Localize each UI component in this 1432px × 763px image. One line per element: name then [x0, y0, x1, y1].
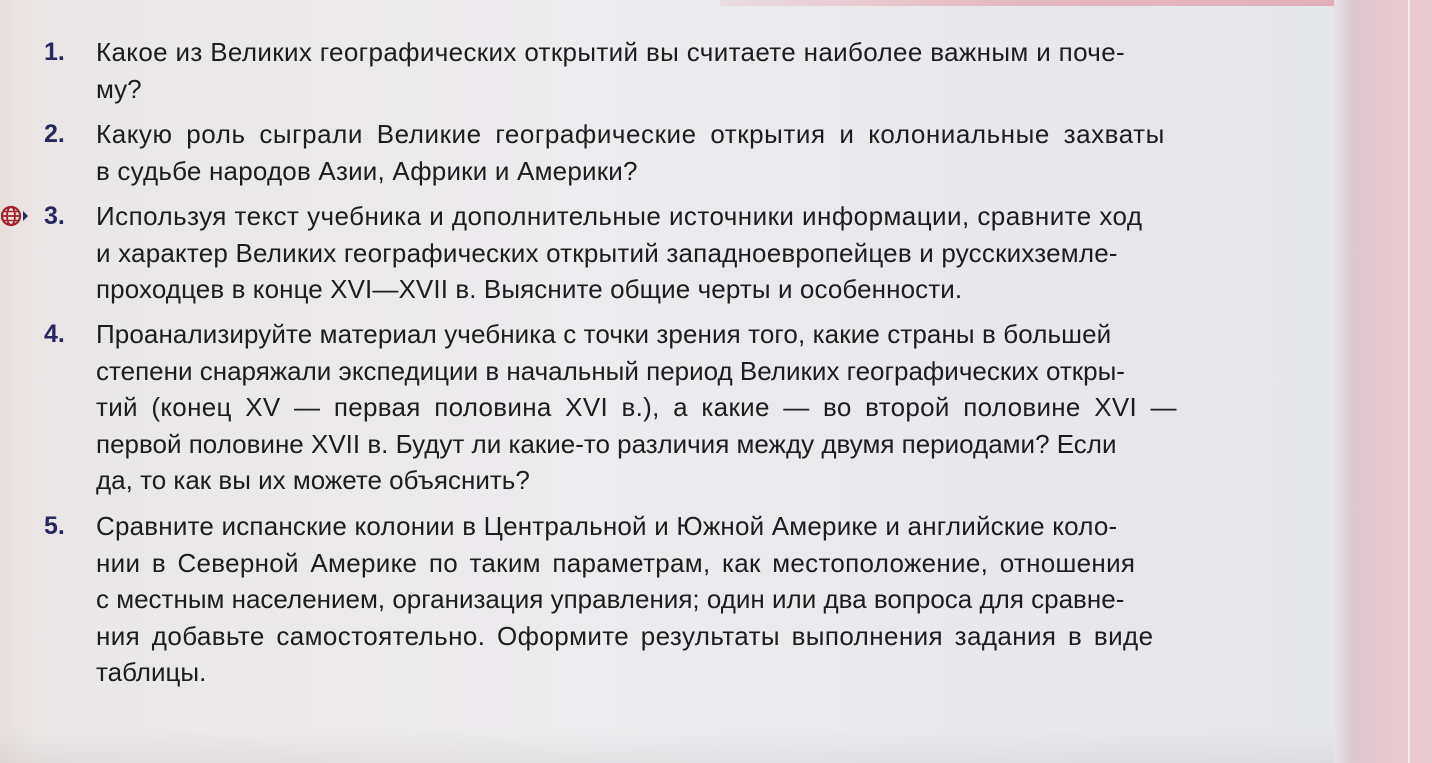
question-number: 2. — [44, 120, 65, 148]
page-gutter — [0, 0, 40, 763]
question-line: Какое из Великих географических открытий вы считаете наиболее важным и поче- — [96, 37, 1126, 67]
page-edge-line — [1408, 0, 1410, 763]
question-line: первой половине XVII в. Будут ли какие-то различия между двумя периодами? Если — [96, 428, 1117, 459]
question-line: проходцев в конце XVI—XVII в. Выясните общие черты и особенности. — [96, 274, 963, 304]
question-line: да, то как вы их можете объяснить? — [96, 465, 530, 495]
question-line: и характер Великих географических открытий западноевропейцев и русскихземле- — [96, 237, 1118, 268]
question-text — [96, 116, 1308, 189]
question-line: в судьбе народов Азии, Африки и Америки? — [96, 155, 638, 186]
question-number: 1. — [44, 38, 65, 66]
question-line: му? — [96, 73, 142, 104]
page-right-edge — [1334, 0, 1432, 763]
question-line: тий (конец XV — первая половина XVI в.), а какие — во второй половине XVI — — [96, 392, 1177, 422]
question-number: 4. — [44, 320, 65, 348]
question-text — [96, 508, 1308, 691]
question-text — [96, 34, 1308, 107]
question-number: 5. — [44, 512, 65, 540]
question-text — [96, 198, 1308, 308]
question-line: Используя текст учебника и дополнительные источники информации, сравните ход — [96, 201, 1143, 231]
question-number: 3. — [44, 202, 65, 230]
globe-icon — [0, 204, 30, 228]
question-line: ния добавьте самостоятельно. Оформите результаты выполнения задания в виде — [96, 620, 1154, 651]
question-line: с местным населением, организация управления; один или два вопроса для сравне- — [96, 584, 1125, 614]
question-text — [96, 316, 1308, 499]
question-line: таблицы. — [96, 657, 207, 687]
question-line: нии в Северной Америке по таким параметрам, как местоположение, отношения — [96, 547, 1136, 578]
question-line: степени снаряжали экспедиции в начальный период Великих географических откры- — [96, 355, 1125, 386]
question-line: Сравните испанские колонии в Центральной и Южной Америке и английские коло- — [96, 511, 1118, 541]
question-line: Какую роль сыграли Великие географические открытия и колониальные захваты — [96, 119, 1165, 149]
top-color-band — [720, 0, 1432, 6]
question-line: Проанализируйте материал учебника с точки зрения того, какие страны в большей — [96, 319, 1112, 349]
page-bottom-shadow — [0, 730, 1334, 763]
